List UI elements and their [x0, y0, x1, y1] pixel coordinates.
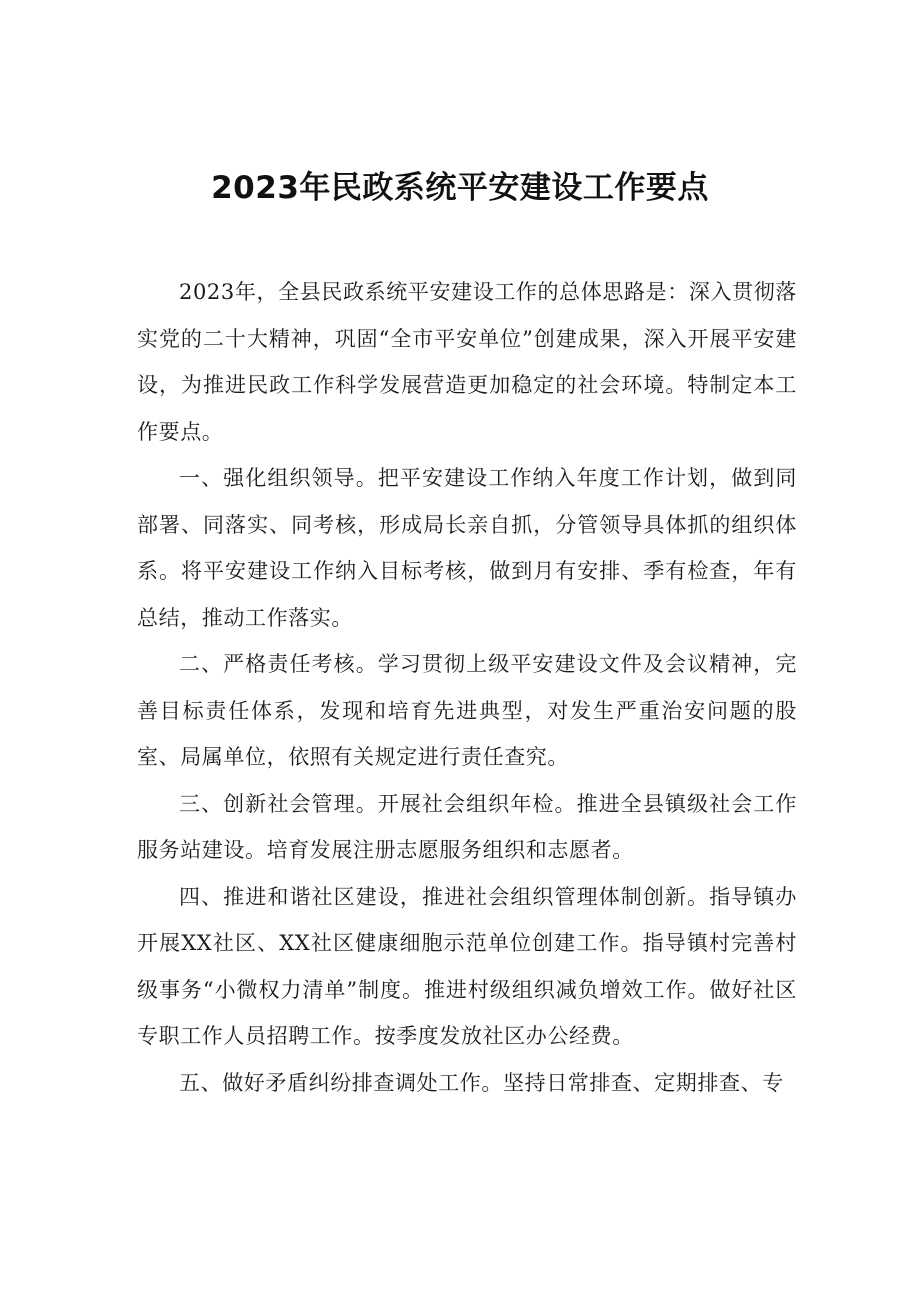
paragraph-section-1: 一、强化组织领导。把平安建设工作纳入年度工作计划，做到同部署、同落实、同考核，形成局长亲自抓，分管领导具体抓的组织体系。将平安建设工作纳入目标考核，做到月有安排、季有检查，年有总结，推动工作落实。: [137, 466, 797, 630]
paragraph-section-4: 四、推进和谐社区建设，推进社会组织管理体制创新。指导镇办开展XX社区、XX社区健康细胞示范单位创建工作。指导镇村完善村级事务“小微权力清单”制度。推进村级组织减负增效工作。做好社区专职工作人员招聘工作。按季度发放社区办公经费。: [137, 884, 797, 1048]
paragraph-section-2: 二、严格责任考核。学习贯彻上级平安建设文件及会议精神，完善目标责任体系，发现和培育先进典型，对发生严重治安问题的股室、局属单位，依照有关规定进行责任查究。: [137, 652, 797, 769]
paragraph-section-3: 三、创新社会管理。开展社会组织年检。推进全县镇级社会工作服务站建设。培育发展注册志愿服务组织和志愿者。: [137, 791, 797, 862]
paragraph-intro: 2023年，全县民政系统平安建设工作的总体思路是：深入贯彻落实党的二十大精神，巩固“全市平安单位”创建成果，深入开展平安建设，为推进民政工作科学发展营造更加稳定的社会环境。特制定本工作要点。: [137, 280, 797, 444]
document-title: 2023年民政系统平安建设工作要点: [211, 170, 709, 206]
document-body: [137, 269, 797, 1106]
paragraph-section-5: 五、做好矛盾纠纷排查调处工作。坚持日常排查、定期排查、专: [179, 1070, 784, 1095]
